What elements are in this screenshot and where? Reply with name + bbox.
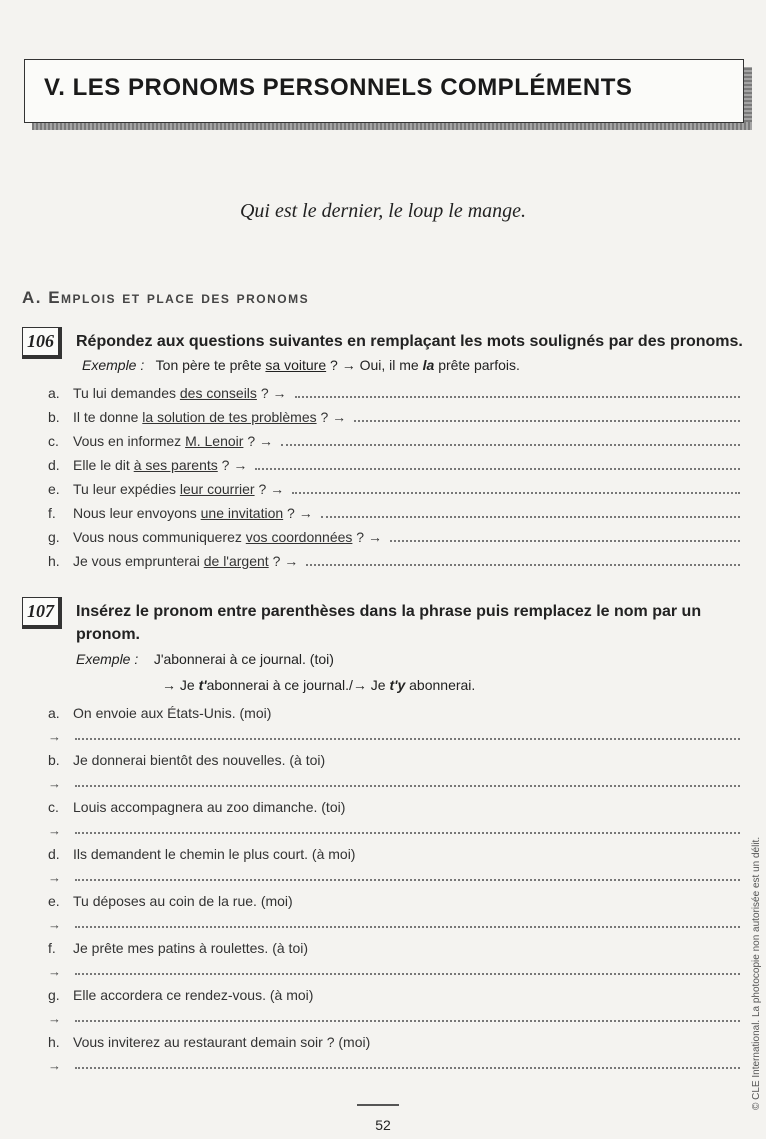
exercise-107-item [48, 893, 740, 913]
item-text: Elle accordera ce rendez-vous. (à moi) [73, 987, 314, 1003]
item-post: ? → [272, 553, 299, 569]
chapter-title: V. LES PRONOMS PERSONNELS COMPLÉMENTS [44, 74, 633, 101]
item-underlined: leur courrier [179, 481, 255, 497]
exercise-107-answer-row [48, 1057, 740, 1073]
item-label: e. [48, 893, 60, 909]
example-part-e: abonnerai. [409, 677, 476, 693]
proverb: Qui est le dernier, le loup le mange. [239, 200, 527, 222]
example-part-c: abonnerai à ce journal./→ Je [206, 677, 386, 693]
item-text [73, 457, 247, 473]
answer-line[interactable] [75, 967, 740, 975]
exercise-107-badge: 107 [22, 597, 62, 629]
exercise-106-item [48, 529, 740, 549]
item-post: ? → [260, 385, 287, 401]
item-label: b. [48, 752, 60, 768]
answer-line[interactable] [390, 529, 740, 542]
exercise-107-item [48, 705, 740, 725]
item-label: a. [48, 385, 60, 401]
arrow-icon: → [48, 1010, 61, 1026]
item-label: h. [48, 1034, 60, 1050]
item-underlined: la solution de tes problèmes [142, 409, 317, 425]
exercise-106-example [82, 357, 520, 373]
exercise-107-example-1 [76, 651, 334, 667]
item-label: h. [48, 553, 60, 569]
exercise-106-item [48, 385, 740, 405]
exercise-106-item [48, 409, 740, 429]
answer-line[interactable] [75, 732, 740, 740]
item-label: f. [48, 505, 56, 521]
exercise-107-answer-row [48, 822, 740, 838]
item-underlined: de l'argent [203, 553, 269, 569]
answer-line[interactable] [75, 920, 740, 928]
item-underlined: des conseils [179, 385, 257, 401]
exercise-107-answer-row [48, 869, 740, 885]
item-text: Je prête mes patins à roulettes. (à toi) [73, 940, 308, 956]
item-label: g. [48, 529, 60, 545]
example-end: prête parfois. [438, 357, 520, 373]
item-post: ? → [247, 433, 273, 449]
item-text [73, 505, 313, 521]
example-pronoun: la [422, 357, 435, 373]
item-pre: Tu leur expédies [73, 481, 176, 497]
example-line-1: J'abonnerai à ce journal. (toi) [153, 651, 334, 667]
arrow-icon: → [48, 822, 61, 838]
exercise-107-item [48, 940, 740, 960]
answer-line[interactable] [281, 433, 740, 446]
item-text [73, 529, 382, 545]
item-label: d. [48, 846, 60, 862]
answer-line[interactable] [321, 505, 740, 518]
item-underlined: à ses parents [133, 457, 218, 473]
answer-line[interactable] [255, 457, 740, 470]
example-label: Exemple : [82, 357, 145, 373]
exercise-107-item [48, 987, 740, 1007]
item-pre: Je vous emprunterai [73, 553, 200, 569]
section-title: A. Emplois et place des pronoms [22, 288, 310, 307]
item-underlined: vos coordonnées [245, 529, 353, 545]
exercise-107-answer-row [48, 775, 740, 791]
arrow-icon: → [48, 775, 61, 791]
answer-line[interactable] [75, 1061, 740, 1069]
exercise-107-answer-row [48, 1010, 740, 1026]
item-post: ? → [287, 505, 313, 521]
item-label: d. [48, 457, 60, 473]
answer-line[interactable] [292, 481, 740, 494]
arrow-icon: → [48, 728, 61, 744]
example-part-a: → Je [162, 677, 195, 693]
exercise-106-item [48, 481, 740, 501]
item-underlined: une invitation [200, 505, 284, 521]
answer-line[interactable] [75, 779, 740, 787]
example-label: Exemple : [76, 651, 139, 667]
item-pre: Tu lui demandes [73, 385, 176, 401]
exercise-106-item [48, 457, 740, 477]
answer-line[interactable] [75, 826, 740, 834]
page-number: 52 [375, 1117, 391, 1133]
copyright-note: © CLE International. La photocopie non autorisée est un délit. [751, 836, 762, 1110]
item-pre: Elle le dit [73, 457, 130, 473]
exercise-106-item [48, 505, 740, 525]
item-pre: Nous leur envoyons [73, 505, 197, 521]
item-post: ? → [320, 409, 347, 425]
answer-line[interactable] [295, 385, 741, 398]
exercise-107-example-2 [162, 677, 475, 693]
answer-line[interactable] [75, 1014, 740, 1022]
item-label: f. [48, 940, 56, 956]
exercise-106-badge: 106 [22, 327, 62, 359]
item-text [73, 385, 287, 401]
item-text [73, 409, 346, 425]
exercise-107-item [48, 752, 740, 772]
page-number-rule [357, 1104, 399, 1106]
exercise-107-answer-row [48, 728, 740, 744]
answer-line[interactable] [354, 409, 740, 422]
item-label: a. [48, 705, 60, 721]
exercise-106-item [48, 553, 740, 573]
exercise-107-item [48, 1034, 740, 1054]
item-label: c. [48, 433, 59, 449]
item-text [73, 481, 284, 497]
item-label: b. [48, 409, 60, 425]
item-text: Ils demandent le chemin le plus court. (à moi) [73, 846, 356, 862]
exercise-107-item [48, 846, 740, 866]
arrow-icon: → [48, 1057, 61, 1073]
item-post: ? → [356, 529, 382, 545]
exercise-107-answer-row [48, 963, 740, 979]
arrow-icon: → [48, 869, 61, 885]
item-post: ? → [258, 481, 285, 497]
exercise-106-instruction: Répondez aux questions suivantes en remplaçant les mots soulignés par des pronoms. [76, 333, 743, 350]
item-label: g. [48, 987, 60, 1003]
example-pre: Ton père te prête [155, 357, 262, 373]
example-underlined: sa voiture [265, 357, 327, 373]
item-post: ? → [221, 457, 248, 473]
arrow-icon: → [48, 963, 61, 979]
exercise-107-answer-row [48, 916, 740, 932]
exercise-107-instruction-2: pronom. [76, 626, 140, 643]
item-text: Vous inviterez au restaurant demain soir ? (moi) [73, 1034, 371, 1050]
item-pre: Vous en informez [73, 433, 182, 449]
example-part-d: t'y [389, 677, 406, 693]
item-text: On envoie aux États-Unis. (moi) [73, 705, 272, 721]
title-shadow-right [743, 67, 752, 130]
example-post: ? → Oui, il me [330, 357, 419, 373]
item-label: e. [48, 481, 60, 497]
answer-line[interactable] [75, 873, 740, 881]
exercise-107-item [48, 799, 740, 819]
item-text [73, 433, 273, 449]
item-underlined: M. Lenoir [185, 433, 244, 449]
item-text: Tu déposes au coin de la rue. (moi) [73, 893, 293, 909]
item-text: Je donnerai bientôt des nouvelles. (à toi) [73, 752, 326, 768]
item-pre: Il te donne [73, 409, 139, 425]
item-text: Louis accompagnera au zoo dimanche. (toi) [73, 799, 346, 815]
item-pre: Vous nous communiquerez [73, 529, 242, 545]
arrow-icon: → [48, 916, 61, 932]
answer-line[interactable] [306, 553, 740, 566]
item-label: c. [48, 799, 59, 815]
example-part-b: t' [198, 677, 207, 693]
item-text [73, 553, 298, 569]
title-shadow-bottom [32, 122, 752, 130]
exercise-107-instruction-1: Insérez le pronom entre parenthèses dans la phrase puis remplacez le nom par un [76, 603, 702, 620]
exercise-106-item [48, 433, 740, 453]
